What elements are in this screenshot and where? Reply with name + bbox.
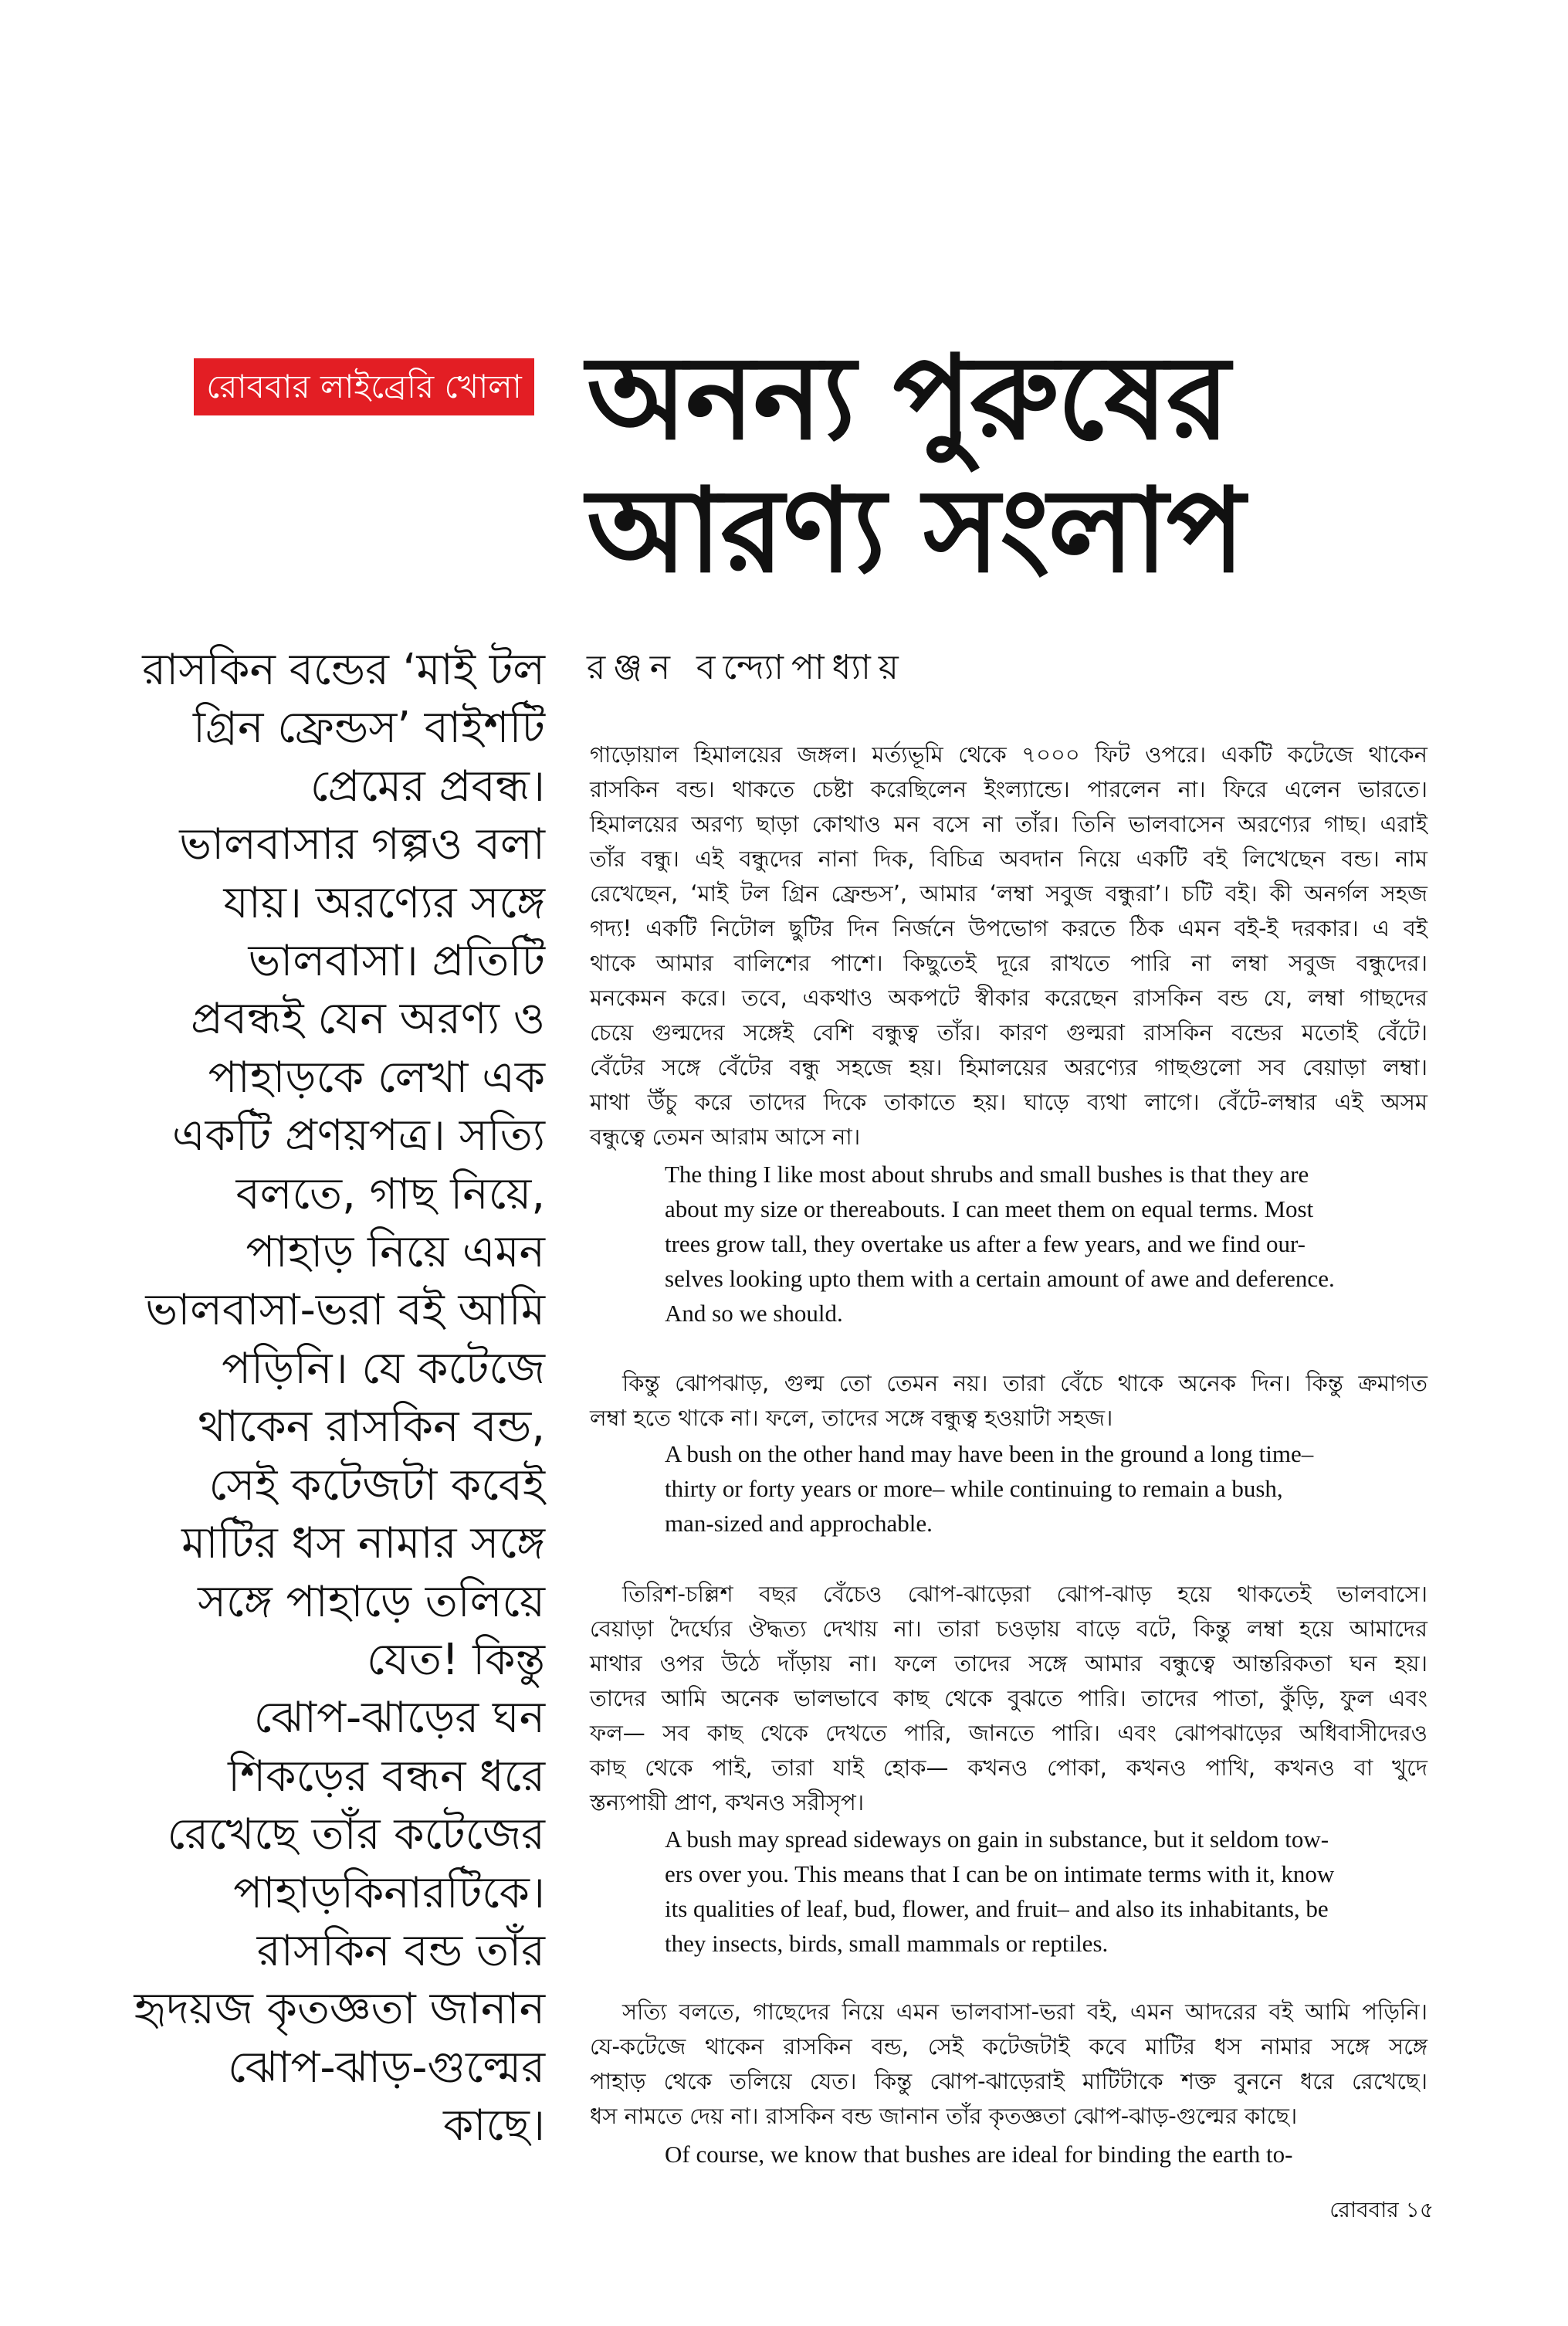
text-line: ধস নামতে দেয় না। রাসকিন বন্ড জানান তাঁর কৃতজ্ঞতা ঝোপ-ঝাড়-গুল্মের কাছে। xyxy=(590,2103,1298,2129)
pull-quote-line: যেত! কিন্তু xyxy=(366,1634,545,1685)
text-line: পাহাড় থেকে তলিয়ে যেত। কিন্তু ঝোপ-ঝাড়েরাই মাটিটাকে শক্ত বুননে ধরে রেখেছে। xyxy=(590,2068,1427,2094)
title-line: আরণ্য সংলাপ xyxy=(587,464,1244,598)
text-line: Of course, we know that bushes are ideal for binding the earth to- xyxy=(665,2141,1293,2168)
page-folio: রোববার ১৫ xyxy=(1329,2197,1434,2223)
text-line: ফল— সব কাছ থেকে দেখতে পারি, জানতে পারি। এবং ঝোপঝাড়ের অধিবাসীদেরও xyxy=(590,1720,1427,1746)
pull-quote-line: হৃদয়জ কৃতজ্ঞতা জানান xyxy=(134,1984,545,2035)
text-line: স্তন্যপায়ী প্রাণ, কখনও সরীসৃপ। xyxy=(590,1789,865,1816)
text-line: its qualities of leaf, bud, flower, and fruit– and also its inhabitants, be xyxy=(665,1895,1329,1922)
text-line: they insects, birds, small mammals or reptiles. xyxy=(665,1930,1109,1957)
pull-quote-line: শিকড়ের বন্ধন ধরে xyxy=(228,1751,545,1802)
text-line: about my size or thereabouts. I can meet them on equal terms. Most xyxy=(665,1195,1314,1222)
quote-4 xyxy=(665,2137,1437,2172)
pull-quote-line: পাহাড় নিয়ে এমন xyxy=(246,1227,545,1278)
quote-1 xyxy=(665,1157,1437,1331)
pull-quote-line: পাহাড়কিনারটিকে। xyxy=(233,1867,545,1918)
text-line: চেয়ে গুল্মদের সঙ্গেই বেশি বন্ধুত্ব তাঁর। কারণ গুল্মরা রাসকিন বন্ডের মতোই বেঁটে। xyxy=(590,1019,1427,1046)
text-line: কিন্তু ঝোপঝাড়, গুল্ম তো তেমন নয়। তারা বেঁচে থাকে অনেক দিন। কিন্তু ক্রমাগত xyxy=(622,1370,1427,1396)
pull-quote-line: গ্রিন ফ্রেন্ডস’ বাইশটি xyxy=(193,703,545,754)
text-line: হিমালয়ের অরণ্য ছাড়া কোথাও মন বসে না তাঁর। তিনি ভালবাসেন অরণ্যের গাছ। এরাই xyxy=(590,811,1427,837)
quote-3 xyxy=(665,1822,1437,1961)
text-line: বেয়াড়া দৈর্ঘ্যের ঔদ্ধত্য দেখায় না। তারা চওড়ায় বাড়ে বটে, কিন্তু লম্বা হয়ে আমাদের xyxy=(590,1616,1427,1642)
text-line: The thing I like most about shrubs and small bushes is that they are xyxy=(665,1161,1309,1188)
pull-quote-line: পাহাড়কে লেখা এক xyxy=(208,1052,545,1103)
text-line: লম্বা হতে থাকে না। ফলে, তাদের সঙ্গে বন্ধুত্ব হওয়াটা সহজ। xyxy=(590,1405,1113,1431)
text-line: রেখেছেন, ‘মাই টল গ্রিন ফ্রেন্ডস’, আমার ‘লম্বা সবুজ বন্ধুরা’। চটি বই। কী অনর্গল সহজ xyxy=(590,880,1427,907)
pull-quote-line: প্রবন্ধই যেন অরণ্য ও xyxy=(191,994,545,1045)
pull-quote-line: রাসকিন বন্ডের ‘মাই টল xyxy=(142,645,545,695)
text-line: thirty or forty years or more– while continuing to remain a bush, xyxy=(665,1475,1283,1502)
text-line: তিরিশ-চল্লিশ বছর বেঁচেও ঝোপ-ঝাড়েরা ঝোপ-ঝাড় হয়ে থাকতেই ভালবাসে। xyxy=(622,1581,1427,1607)
pull-quote-line: ঝোপ-ঝাড়-গুল্মের xyxy=(228,2042,545,2093)
text-line: তাদের আমি অনেক ভালভাবে কাছ থেকে বুঝতে পারি। তাদের পাতা, কুঁড়ি, ফুল এবং xyxy=(590,1685,1427,1711)
text-line: রাসকিন বন্ড। থাকতে চেষ্টা করেছিলেন ইংল্যান্ডে। পারলেন না। ফিরে এলেন ভারতে। xyxy=(590,776,1427,802)
text-line: trees grow tall, they overtake us after a few years, and we find our- xyxy=(665,1230,1306,1257)
pull-quote-line: সেই কটেজটা কবেই xyxy=(208,1460,545,1511)
text-line: গদ্য! একটি নিটোল ছুটির দিন নির্জনে উপভোগ করতে ঠিক এমন বই-ই দরকার। এ বই xyxy=(590,915,1427,941)
text-line: গাড়োয়াল হিমালয়ের জঙ্গল। মর্ত্যভূমি থেকে ৭০০০ ফিট ওপরে। একটি কটেজে থাকেন xyxy=(590,741,1427,768)
text-line: যে-কটেজে থাকেন রাসকিন বন্ড, সেই কটেজটাই কবে মাটির ধস নামার সঙ্গে সঙ্গে xyxy=(590,2033,1427,2060)
text-line: সত্যি বলতে, গাছেদের নিয়ে এমন ভালবাসা-ভরা বই, এমন আদরের বই আমি পড়িনি। xyxy=(622,1999,1427,2025)
pull-quote-line: ভালবাসার গল্পও বলা xyxy=(179,819,545,870)
byline: রঞ্জন বন্দ্যোপাধ্যায় xyxy=(587,648,906,687)
pull-quote-line: থাকেন রাসকিন বন্ড, xyxy=(198,1402,545,1453)
pull-quote xyxy=(116,641,545,2155)
text-line: বন্ধুত্বে তেমন আরাম আসে না। xyxy=(590,1124,861,1150)
paragraph-1 xyxy=(590,737,1427,1155)
pull-quote-line: রেখেছে তাঁর কটেজের xyxy=(167,1809,545,1860)
pull-quote-line: ঝোপ-ঝাড়ের ঘন xyxy=(253,1693,545,1744)
quote-2 xyxy=(665,1436,1437,1541)
paragraph-2 xyxy=(590,1366,1427,1436)
pull-quote-line: ভালবাসা-ভরা বই আমি xyxy=(145,1285,545,1336)
pull-quote-line: বলতে, গাছ নিয়ে, xyxy=(235,1168,545,1219)
paragraph-3 xyxy=(590,1577,1427,1820)
pull-quote-line: পড়িনি। যে কটেজে xyxy=(222,1343,545,1394)
pull-quote-line: প্রেমের প্রবন্ধ। xyxy=(310,761,545,812)
pull-quote-line: কাছে। xyxy=(443,2101,545,2151)
paragraph-4 xyxy=(590,1995,1427,2134)
text-line: থাকে আমার বালিশের পাশে। কিছুতেই দূরে রাখতে পারি না লম্বা সবুজ বন্ধুদের। xyxy=(590,950,1427,976)
pull-quote-line: একটি প্রণয়পত্র। সত্যি xyxy=(171,1110,545,1161)
text-line: And so we should. xyxy=(665,1300,843,1327)
text-line: selves looking upto them with a certain amount of awe and deference. xyxy=(665,1265,1335,1292)
text-line: A bush on the other hand may have been in the ground a long time– xyxy=(665,1440,1314,1467)
text-line: A bush may spread sideways on gain in substance, but it seldom tow- xyxy=(665,1826,1329,1853)
pull-quote-line: মাটির ধস নামার সঙ্গে xyxy=(181,1518,545,1569)
section-badge: রোববার লাইব্রেরি খোলা xyxy=(194,358,534,415)
text-line: মাথা উঁচু করে তাদের দিকে তাকাতে হয়। ঘাড়ে ব্যথা লাগে। বেঁটে-লম্বার এই অসম xyxy=(590,1089,1427,1115)
text-line: কাছ থেকে পাই, তারা যাই হোক— কখনও পোকা, কখনও পাখি, কখনও বা খুদে xyxy=(590,1755,1427,1781)
pull-quote-line: রাসকিন বন্ড তাঁর xyxy=(256,1925,545,1976)
text-line: তাঁর বন্ধু। এই বন্ধুদের নানা দিক, বিচিত্র অবদান নিয়ে একটি বই লিখেছেন বন্ড। নাম xyxy=(590,846,1427,872)
pull-quote-line: যায়। অরণ্যের সঙ্গে xyxy=(223,877,545,928)
text-line: মনকেমন করে। তবে, একথাও অকপটে স্বীকার করেছেন রাসকিন বন্ড যে, লম্বা গাছদের xyxy=(590,985,1427,1011)
pull-quote-line: ভালবাসা। প্রতিটি xyxy=(248,936,545,987)
text-line: মাথার ওপর উঠে দাঁড়ায় না। ফলে তাদের সঙ্গে আমার বন্ধুত্বে আন্তরিকতা ঘন হয়। xyxy=(590,1650,1427,1677)
pull-quote-line: সঙ্গে পাহাড়ে তলিয়ে xyxy=(198,1576,545,1627)
article-title xyxy=(587,332,1359,598)
text-line: man-sized and approchable. xyxy=(665,1510,933,1537)
text-line: ers over you. This means that I can be on intimate terms with it, know xyxy=(665,1860,1335,1887)
text-line: বেঁটের সঙ্গে বেঁটের বন্ধু সহজে হয়। হিমালয়ের অরণ্যের গাছগুলো সব বেয়াড়া লম্বা। xyxy=(590,1054,1427,1080)
title-line: অনন্য পুরুষের xyxy=(587,331,1229,466)
